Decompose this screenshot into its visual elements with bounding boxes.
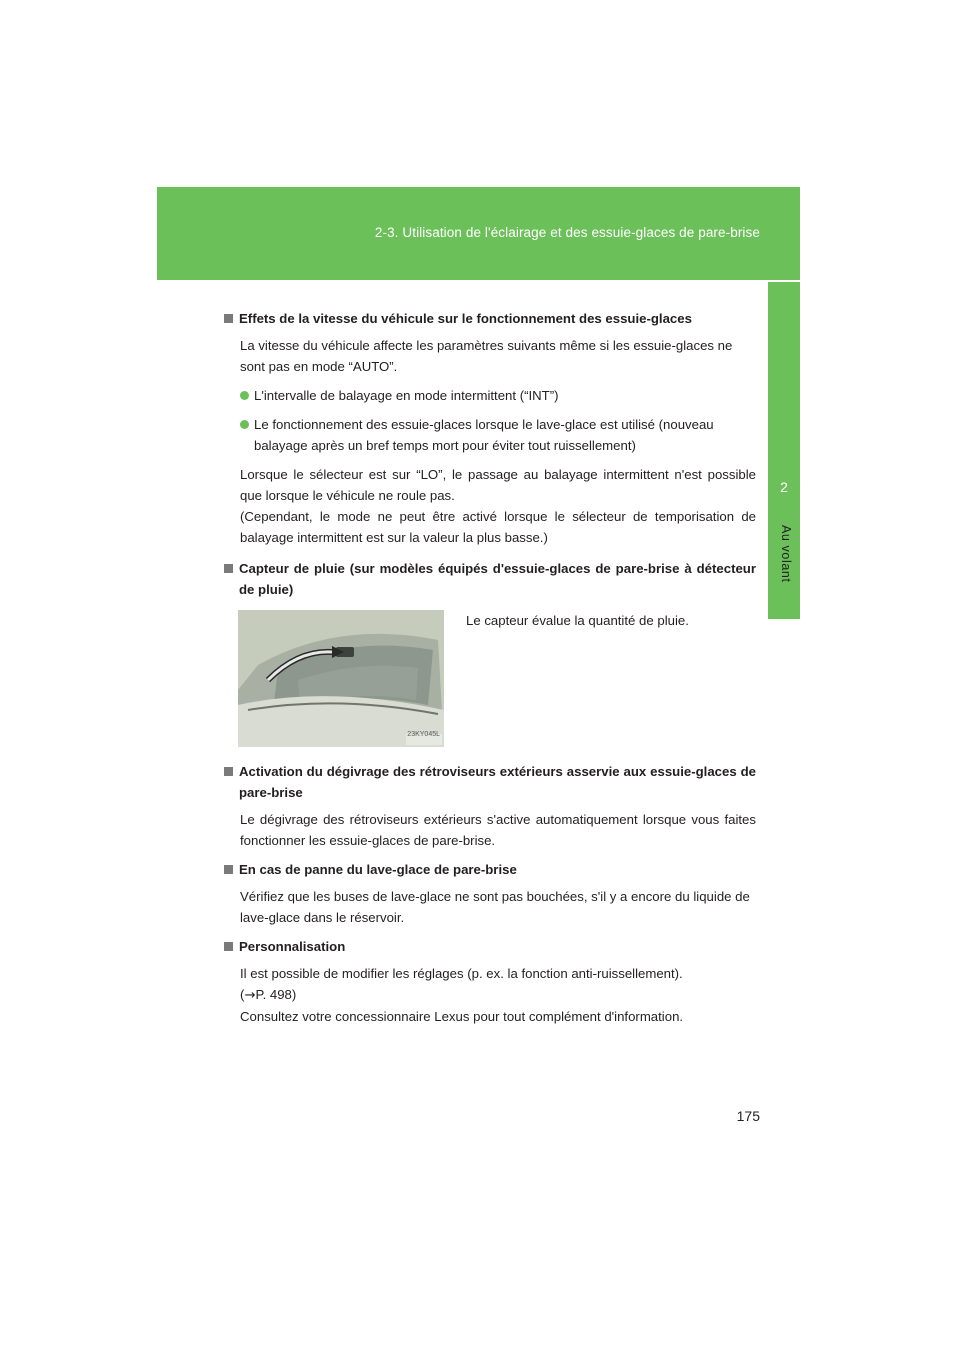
section-title-mirror-defrost: Activation du dégivrage des rétroviseurs extérieurs asservie aux essuie-glaces de pare-brise bbox=[224, 761, 756, 803]
list-item: Le fonctionnement des essuie-glaces lorsque le lave-glace est utilisé (nouveau balayage après un bref temps mort pour éviter tout ruissellement) bbox=[240, 414, 756, 456]
rain-sensor-caption: Le capteur évalue la quantité de pluie. bbox=[466, 613, 689, 628]
section-title-rain-sensor: Capteur de pluie (sur modèles équipés d'essuie-glaces de pare-brise à détecteur de pluie) bbox=[224, 558, 756, 600]
speed-intro: La vitesse du véhicule affecte les paramètres suivants même si les essuie-glaces ne sont pas en mode “AUTO”. bbox=[240, 338, 733, 374]
rain-sensor-figure-row bbox=[238, 610, 756, 747]
square-bullet-icon bbox=[224, 942, 233, 951]
header-band bbox=[157, 187, 800, 280]
section-header-title: 2-3. Utilisation de l'éclairage et des essuie-glaces de pare-brise bbox=[374, 225, 760, 240]
square-bullet-icon bbox=[224, 767, 233, 776]
square-bullet-icon bbox=[224, 564, 233, 573]
windshield-rain-sensor-image bbox=[238, 610, 444, 747]
circle-bullet-icon bbox=[240, 420, 249, 429]
page-number: 175 bbox=[736, 1108, 760, 1124]
chapter-number: 2 bbox=[780, 479, 788, 495]
list-item: L'intervalle de balayage en mode intermittent (“INT”) bbox=[240, 385, 756, 406]
customization-page-ref: (→P. 498) bbox=[240, 987, 297, 1003]
square-bullet-icon bbox=[224, 865, 233, 874]
arrow-right-icon: → bbox=[244, 988, 256, 1003]
mirror-defrost-text: Le dégivrage des rétroviseurs extérieurs s'active automatiquement lorsque vous faites fonctionner les essuie-glaces de pare-brise. bbox=[240, 812, 756, 848]
image-code-label: 23KY045L bbox=[407, 731, 440, 738]
page-reference-link[interactable]: P. 498) bbox=[255, 987, 297, 1002]
customization-line-1: Il est possible de modifier les réglages (p. ex. la fonction anti-ruissellement). bbox=[240, 966, 683, 981]
section-title-washer-failure: En cas de panne du lave-glace de pare-brise bbox=[224, 859, 756, 880]
speed-note-1: Lorsque le sélecteur est sur “LO”, le passage au balayage intermittent n'est possible que lorsque le véhicule ne roule pas. bbox=[240, 467, 756, 503]
section-title-speed: Effets de la vitesse du véhicule sur le fonctionnement des essuie-glaces bbox=[224, 308, 756, 329]
page-content bbox=[224, 308, 756, 1035]
customization-line-3: Consultez votre concessionnaire Lexus pour tout complément d'information. bbox=[240, 1009, 684, 1024]
section-title-customization: Personnalisation bbox=[224, 936, 756, 957]
square-bullet-icon bbox=[224, 314, 233, 323]
speed-note-2: (Cependant, le mode ne peut être activé lorsque le sélecteur de temporisation de balayage intermittent est sur la valeur la plus basse.) bbox=[240, 509, 756, 545]
washer-failure-text: Vérifiez que les buses de lave-glace ne sont pas bouchées, s'il y a encore du liquide de lave-glace dans le réservoir. bbox=[240, 889, 750, 925]
chapter-label: Au volant bbox=[779, 525, 793, 583]
circle-bullet-icon bbox=[240, 391, 249, 400]
